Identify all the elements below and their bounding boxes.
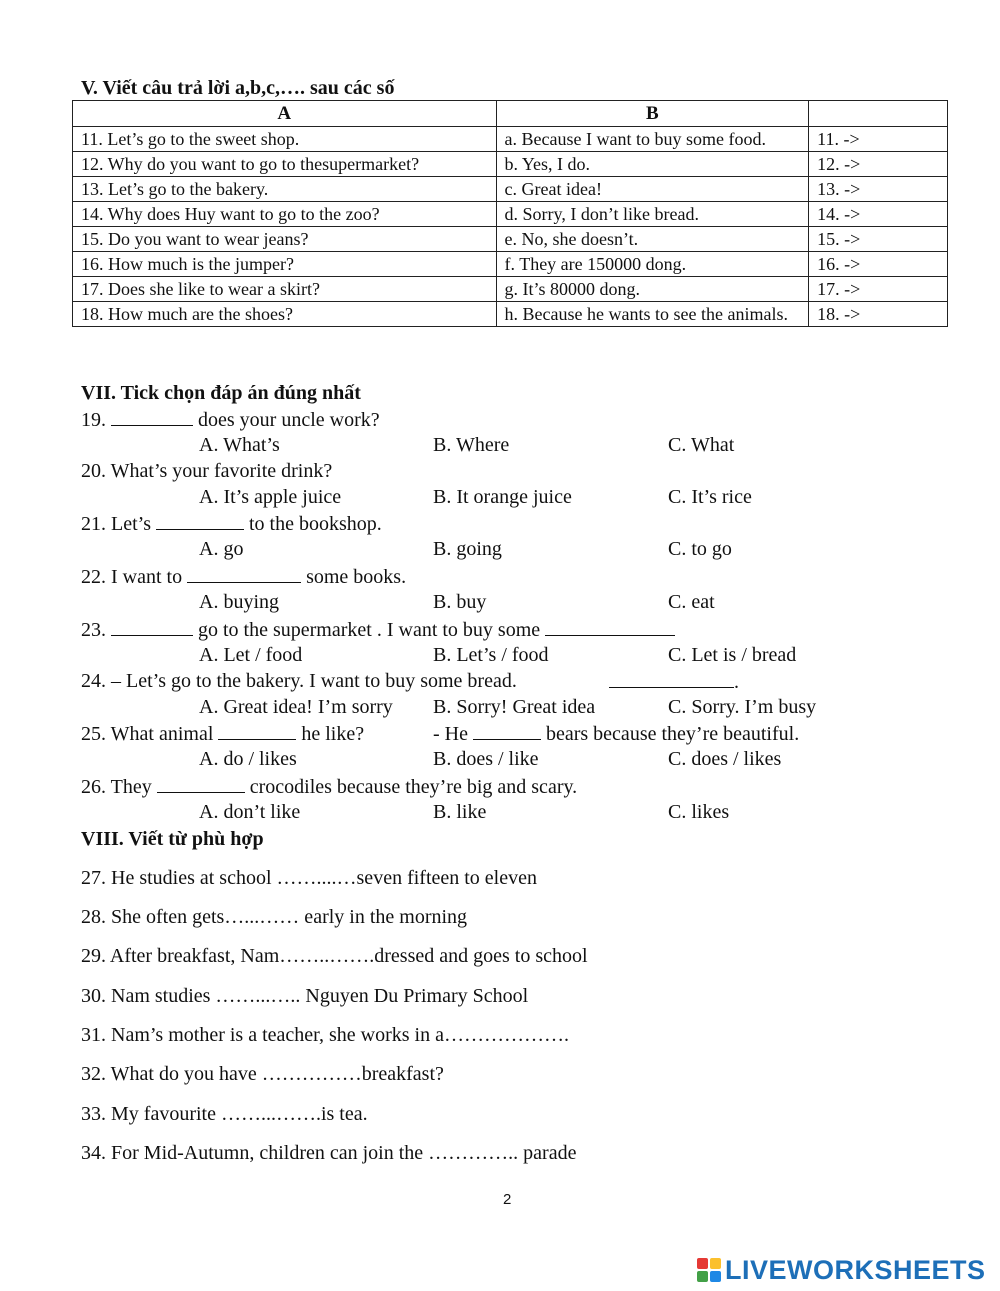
table-row	[73, 252, 948, 277]
option-c[interactable]: C. does / likes	[668, 748, 782, 770]
option-c[interactable]: C. What	[668, 434, 735, 456]
table-row	[73, 177, 948, 202]
answer-option-cell: f. They are 150000 dong.	[496, 252, 809, 277]
option-a[interactable]: A. What’s	[199, 434, 280, 456]
logo-icon	[697, 1258, 721, 1282]
question-21	[81, 511, 382, 536]
question-text: go to the supermarket . I want to buy some	[193, 619, 546, 641]
table-row	[73, 302, 948, 327]
question-19	[81, 407, 380, 432]
answer-blank[interactable]	[156, 511, 244, 530]
question-20: 20. What’s your favorite drink?	[81, 460, 333, 482]
question-text: 26. They	[81, 776, 157, 798]
answer-option-cell: g. It’s 80000 dong.	[496, 277, 809, 302]
question-cell: 11. Let’s go to the sweet shop.	[73, 127, 497, 152]
answer-slot-cell[interactable]: 15. ->	[809, 227, 948, 252]
question-cell: 13. Let’s go to the bakery.	[73, 177, 497, 202]
option-a[interactable]: A. do / likes	[199, 748, 297, 770]
option-c[interactable]: C. to go	[668, 538, 732, 560]
question-22	[81, 564, 406, 589]
question-text: 22. I want to	[81, 566, 188, 588]
question-cell: 14. Why does Huy want to go to the zoo?	[73, 202, 497, 227]
fill-in-item-34[interactable]: 34. For Mid-Autumn, children can join the ………….. parade	[81, 1142, 577, 1164]
question-cell: 12. Why do you want to go to thesupermarket?	[73, 152, 497, 177]
table-header-row	[73, 101, 948, 127]
option-c[interactable]: C. likes	[668, 801, 730, 823]
answer-column-header	[809, 101, 948, 127]
fill-in-item-30[interactable]: 30. Nam studies ……...….. Nguyen Du Primary School	[81, 985, 529, 1007]
answer-blank[interactable]	[218, 721, 296, 740]
option-a[interactable]: A. go	[199, 538, 244, 560]
table-row	[73, 202, 948, 227]
fill-in-item-27[interactable]: 27. He studies at school ……....…seven fifteen to eleven	[81, 867, 537, 889]
option-a[interactable]: A. Let / food	[199, 644, 303, 666]
fill-in-item-33[interactable]: 33. My favourite ……...…….is tea.	[81, 1103, 368, 1125]
option-b[interactable]: B. Sorry! Great idea	[433, 696, 596, 718]
option-b[interactable]: B. buy	[433, 591, 487, 613]
matching-table	[72, 100, 948, 327]
answer-slot-cell[interactable]: 14. ->	[809, 202, 948, 227]
question-23	[81, 617, 675, 642]
answer-slot-cell[interactable]: 17. ->	[809, 277, 948, 302]
column-a-header: A	[73, 101, 497, 127]
question-cell: 16. How much is the jumper?	[73, 252, 497, 277]
option-b[interactable]: B. like	[433, 801, 487, 823]
option-b[interactable]: B. does / like	[433, 748, 539, 770]
question-text: .	[734, 671, 739, 693]
answer-blank[interactable]	[609, 669, 734, 688]
option-a[interactable]: A. It’s apple juice	[199, 486, 342, 508]
question-24-reply	[609, 669, 739, 694]
question-text: 21. Let’s	[81, 513, 156, 535]
option-a[interactable]: A. buying	[199, 591, 279, 613]
fill-in-item-28[interactable]: 28. She often gets…...…… early in the morning	[81, 906, 468, 928]
question-cell: 18. How much are the shoes?	[73, 302, 497, 327]
question-cell: 17. Does she like to wear a skirt?	[73, 277, 497, 302]
answer-option-cell: e. No, she doesn’t.	[496, 227, 809, 252]
option-c[interactable]: C. Let is / bread	[668, 644, 797, 666]
fill-in-item-32[interactable]: 32. What do you have ……………breakfast?	[81, 1063, 444, 1085]
question-text: - He	[433, 723, 473, 745]
section-7-title: VII. Tick chọn đáp án đúng nhất	[81, 382, 361, 404]
table-row	[73, 227, 948, 252]
option-b[interactable]: B. Where	[433, 434, 510, 456]
answer-slot-cell[interactable]: 13. ->	[809, 177, 948, 202]
answer-option-cell: h. Because he wants to see the animals.	[496, 302, 809, 327]
question-text: 25. What animal	[81, 723, 219, 745]
question-cell: 15. Do you want to wear jeans?	[73, 227, 497, 252]
table-row	[73, 127, 948, 152]
question-25-reply	[433, 721, 799, 746]
option-c[interactable]: C. It’s rice	[668, 486, 752, 508]
option-c[interactable]: C. eat	[668, 591, 715, 613]
answer-blank[interactable]	[111, 407, 193, 426]
question-text: bears because they’re beautiful.	[540, 723, 800, 745]
option-b[interactable]: B. going	[433, 538, 502, 560]
question-text: to the bookshop.	[244, 513, 382, 535]
answer-slot-cell[interactable]: 18. ->	[809, 302, 948, 327]
option-c[interactable]: C. Sorry. I’m busy	[668, 696, 817, 718]
fill-in-item-29[interactable]: 29. After breakfast, Nam……..…….dressed and goes to school	[81, 945, 588, 967]
answer-option-cell: a. Because I want to buy some food.	[496, 127, 809, 152]
table-row	[73, 152, 948, 177]
page-number: 2	[503, 1191, 512, 1208]
question-text: 23.	[81, 619, 111, 641]
logo-text: LIVEWORKSHEETS	[725, 1254, 986, 1285]
answer-blank[interactable]	[157, 774, 245, 793]
answer-slot-cell[interactable]: 11. ->	[809, 127, 948, 152]
answer-blank[interactable]	[187, 564, 301, 583]
section-8-title: VIII. Viết từ phù hợp	[81, 828, 264, 850]
column-b-header: B	[496, 101, 809, 127]
answer-blank[interactable]	[545, 617, 675, 636]
option-a[interactable]: A. Great idea! I’m sorry	[199, 696, 393, 718]
question-25	[81, 721, 364, 746]
question-26	[81, 774, 577, 799]
answer-slot-cell[interactable]: 16. ->	[809, 252, 948, 277]
answer-blank[interactable]	[111, 617, 193, 636]
answer-option-cell: b. Yes, I do.	[496, 152, 809, 177]
option-b[interactable]: B. It orange juice	[433, 486, 572, 508]
answer-option-cell: d. Sorry, I don’t like bread.	[496, 202, 809, 227]
option-b[interactable]: B. Let’s / food	[433, 644, 549, 666]
question-text: does your uncle work?	[193, 409, 380, 431]
question-text: some books.	[301, 566, 407, 588]
question-text: he like?	[296, 723, 365, 745]
liveworksheets-logo	[697, 1255, 986, 1285]
answer-slot-cell[interactable]: 12. ->	[809, 152, 948, 177]
answer-blank[interactable]	[473, 721, 541, 740]
question-24: 24. – Let’s go to the bakery. I want to buy some bread.	[81, 670, 517, 692]
table-row	[73, 277, 948, 302]
section-5-title: V. Viết câu trả lời a,b,c,…. sau các số	[81, 77, 395, 99]
answer-option-cell: c. Great idea!	[496, 177, 809, 202]
question-text: 19.	[81, 409, 111, 431]
option-a[interactable]: A. don’t like	[199, 801, 301, 823]
fill-in-item-31[interactable]: 31. Nam’s mother is a teacher, she works in a……………….	[81, 1024, 569, 1046]
question-text: crocodiles because they’re big and scary.	[244, 776, 578, 798]
